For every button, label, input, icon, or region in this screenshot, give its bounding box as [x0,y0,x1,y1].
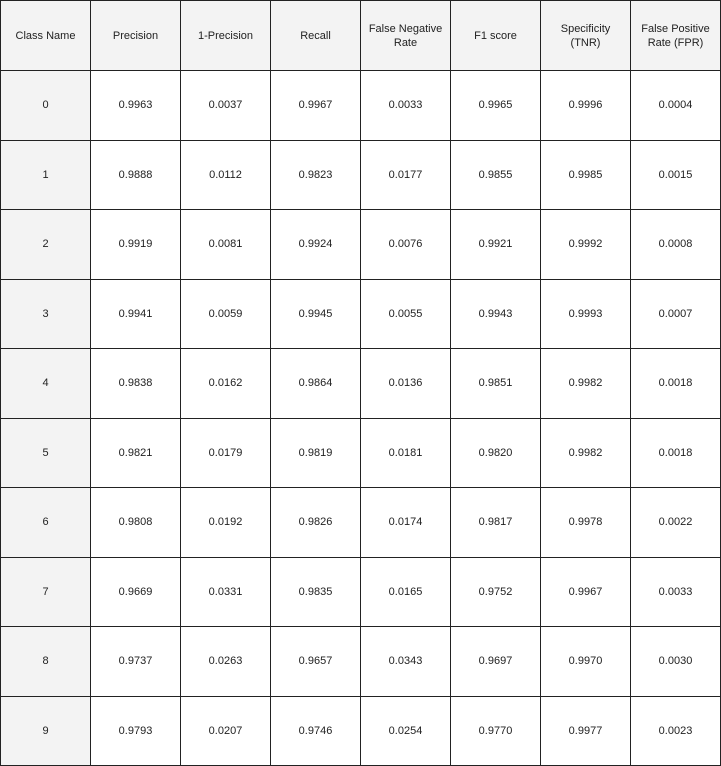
recall-cell: 0.9967 [271,71,361,141]
table-body [1,71,721,766]
recall-cell: 0.9657 [271,627,361,697]
false-negative-rate-cell: 0.0136 [361,349,451,419]
recall-cell: 0.9864 [271,349,361,419]
one-minus-precision-cell: 0.0059 [181,279,271,349]
one-minus-precision-cell: 0.0331 [181,557,271,627]
recall-cell: 0.9924 [271,210,361,280]
false-negative-rate-cell: 0.0076 [361,210,451,280]
table-header-row [1,1,721,71]
f1-score-cell: 0.9817 [451,488,541,558]
recall-cell: 0.9819 [271,418,361,488]
one-minus-precision-cell: 0.0263 [181,627,271,697]
class-name-cell: 5 [1,418,91,488]
recall-cell: 0.9823 [271,140,361,210]
false-positive-rate-cell: 0.0033 [631,557,721,627]
specificity-cell: 0.9982 [541,418,631,488]
f1-score-cell: 0.9697 [451,627,541,697]
f1-score-cell: 0.9921 [451,210,541,280]
table-row [1,627,721,697]
one-minus-precision-cell: 0.0162 [181,349,271,419]
class-name-cell: 4 [1,349,91,419]
class-name-cell: 3 [1,279,91,349]
class-name-cell: 6 [1,488,91,558]
specificity-cell: 0.9977 [541,696,631,766]
f1-score-cell: 0.9855 [451,140,541,210]
false-positive-rate-cell: 0.0015 [631,140,721,210]
specificity-cell: 0.9996 [541,71,631,141]
table-row [1,557,721,627]
f1-score-cell: 0.9752 [451,557,541,627]
f1-score-cell: 0.9820 [451,418,541,488]
specificity-cell: 0.9978 [541,488,631,558]
false-positive-rate-cell: 0.0004 [631,71,721,141]
recall-cell: 0.9835 [271,557,361,627]
class-name-cell: 0 [1,71,91,141]
false-negative-rate-cell: 0.0177 [361,140,451,210]
f1-score-cell: 0.9770 [451,696,541,766]
false-positive-rate-cell: 0.0018 [631,418,721,488]
class-name-cell: 1 [1,140,91,210]
recall-cell: 0.9746 [271,696,361,766]
table-row [1,140,721,210]
false-negative-rate-cell: 0.0033 [361,71,451,141]
f1-score-cell: 0.9965 [451,71,541,141]
table-row [1,696,721,766]
header-f1-score: F1 score [451,1,541,71]
precision-cell: 0.9963 [91,71,181,141]
false-positive-rate-cell: 0.0007 [631,279,721,349]
false-positive-rate-cell: 0.0008 [631,210,721,280]
one-minus-precision-cell: 0.0179 [181,418,271,488]
precision-cell: 0.9888 [91,140,181,210]
precision-cell: 0.9808 [91,488,181,558]
recall-cell: 0.9826 [271,488,361,558]
one-minus-precision-cell: 0.0037 [181,71,271,141]
specificity-cell: 0.9992 [541,210,631,280]
header-specificity: Specificity (TNR) [541,1,631,71]
table-row [1,488,721,558]
false-negative-rate-cell: 0.0254 [361,696,451,766]
class-name-cell: 9 [1,696,91,766]
precision-cell: 0.9821 [91,418,181,488]
false-negative-rate-cell: 0.0181 [361,418,451,488]
precision-cell: 0.9669 [91,557,181,627]
one-minus-precision-cell: 0.0081 [181,210,271,280]
false-positive-rate-cell: 0.0022 [631,488,721,558]
f1-score-cell: 0.9943 [451,279,541,349]
precision-cell: 0.9737 [91,627,181,697]
table-row [1,71,721,141]
table-row [1,279,721,349]
precision-cell: 0.9941 [91,279,181,349]
class-name-cell: 2 [1,210,91,280]
one-minus-precision-cell: 0.0192 [181,488,271,558]
false-positive-rate-cell: 0.0018 [631,349,721,419]
false-positive-rate-cell: 0.0023 [631,696,721,766]
recall-cell: 0.9945 [271,279,361,349]
false-negative-rate-cell: 0.0174 [361,488,451,558]
specificity-cell: 0.9967 [541,557,631,627]
one-minus-precision-cell: 0.0207 [181,696,271,766]
specificity-cell: 0.9982 [541,349,631,419]
class-name-cell: 8 [1,627,91,697]
header-class-name: Class Name [1,1,91,71]
precision-cell: 0.9793 [91,696,181,766]
precision-cell: 0.9919 [91,210,181,280]
specificity-cell: 0.9985 [541,140,631,210]
false-negative-rate-cell: 0.0165 [361,557,451,627]
specificity-cell: 0.9970 [541,627,631,697]
header-recall: Recall [271,1,361,71]
f1-score-cell: 0.9851 [451,349,541,419]
false-negative-rate-cell: 0.0055 [361,279,451,349]
specificity-cell: 0.9993 [541,279,631,349]
header-false-positive-rate: False Positive Rate (FPR) [631,1,721,71]
header-false-negative-rate: False Negative Rate [361,1,451,71]
false-negative-rate-cell: 0.0343 [361,627,451,697]
header-precision: Precision [91,1,181,71]
table-row [1,349,721,419]
header-one-minus-precision: 1-Precision [181,1,271,71]
one-minus-precision-cell: 0.0112 [181,140,271,210]
table-row [1,210,721,280]
precision-cell: 0.9838 [91,349,181,419]
class-name-cell: 7 [1,557,91,627]
table-row [1,418,721,488]
false-positive-rate-cell: 0.0030 [631,627,721,697]
